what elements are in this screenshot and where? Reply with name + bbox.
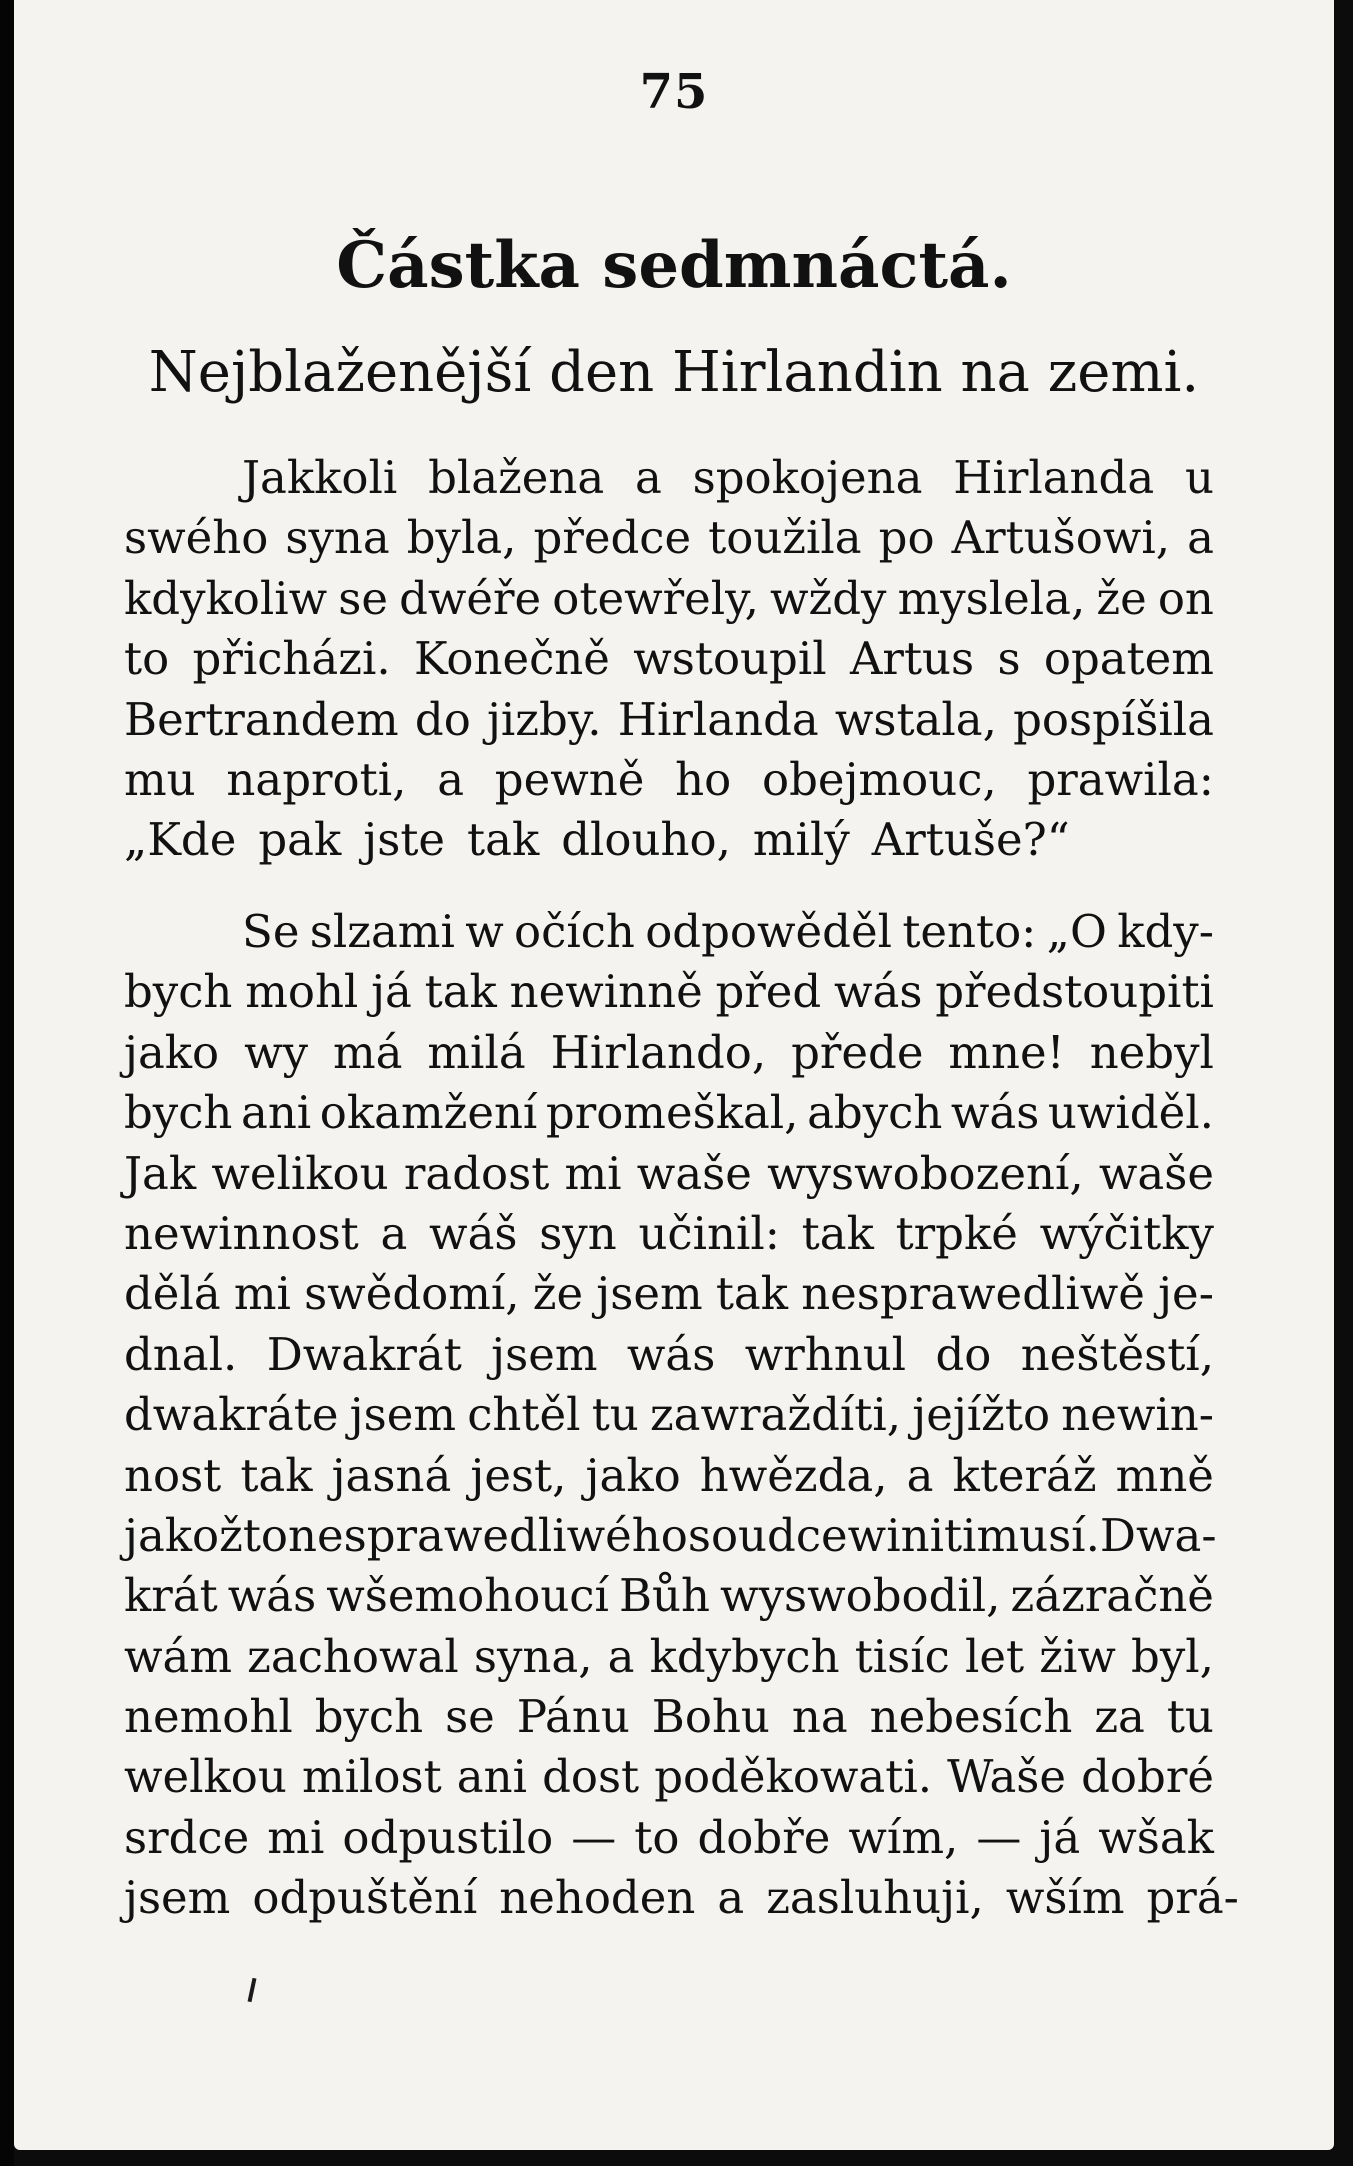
word: jsem	[491, 1327, 598, 1381]
word: soudce	[687, 1508, 848, 1562]
word: se	[445, 1690, 495, 1744]
word: blažena	[428, 451, 605, 504]
word: dwéře	[399, 571, 542, 625]
word: trpké	[895, 1206, 1018, 1260]
word: tak	[424, 965, 497, 1019]
word: odpuštění	[252, 1871, 478, 1925]
word: Se	[242, 905, 300, 958]
word: tak	[467, 813, 540, 867]
text-line	[124, 690, 1214, 750]
binding-gutter	[0, 0, 14, 2166]
word: do	[414, 692, 471, 746]
word: nebyl	[1089, 1025, 1214, 1079]
word: to	[634, 1810, 680, 1864]
word: po	[878, 511, 935, 565]
word: Bůh	[618, 1569, 710, 1623]
word: kteráž	[952, 1448, 1097, 1502]
text-line	[124, 629, 1214, 689]
word: učinil:	[638, 1206, 780, 1260]
word: já	[1039, 1810, 1081, 1864]
word: jsem	[349, 1388, 457, 1442]
word: tento:	[902, 905, 1037, 958]
word: milá	[427, 1025, 526, 1079]
word: kdybych	[649, 1629, 840, 1683]
word: já	[371, 965, 412, 1019]
word: před	[715, 965, 822, 1019]
word: swědomí,	[304, 1267, 520, 1321]
word: musí.	[976, 1508, 1100, 1562]
word: Artušowi,	[951, 511, 1171, 565]
word: tisíc	[854, 1629, 950, 1683]
word: mi	[233, 1267, 291, 1321]
text-line	[124, 1868, 1239, 1928]
word: wy	[244, 1025, 309, 1079]
word: a	[717, 1871, 745, 1925]
word: okamžení	[319, 1086, 538, 1140]
word: předstoupiti	[935, 965, 1214, 1019]
word: předce	[533, 511, 692, 565]
word: Pánu	[516, 1690, 630, 1744]
word: obejmouc,	[761, 752, 997, 806]
word: za	[1094, 1690, 1145, 1744]
word: wás	[950, 1086, 1040, 1140]
word: newinně	[509, 965, 703, 1019]
word: zawraždíti,	[649, 1388, 902, 1442]
chapter-subtitle: Nejblaženější den Hirlandin na zemi.	[148, 340, 1200, 405]
word: wšak	[1098, 1810, 1214, 1864]
word: uwiděl.	[1047, 1086, 1214, 1140]
word: má	[332, 1025, 403, 1079]
word: waše	[636, 1146, 752, 1200]
word: mne!	[948, 1025, 1065, 1079]
word: hwězda,	[699, 1448, 888, 1502]
word: radost	[403, 1146, 550, 1200]
word: w	[465, 905, 504, 958]
word: pak	[258, 813, 342, 867]
word: bych	[314, 1690, 424, 1744]
word: dělá	[124, 1267, 221, 1321]
word: zachowal	[247, 1629, 459, 1683]
word: milý	[752, 813, 850, 867]
text-line	[124, 1808, 1214, 1868]
word: slzami	[309, 905, 455, 958]
word: Dwakrát	[266, 1327, 462, 1381]
word: do	[935, 1327, 992, 1381]
word: to	[124, 632, 170, 686]
word: syn	[539, 1206, 617, 1260]
word: wyswobodil,	[720, 1569, 1001, 1623]
text-line	[124, 1264, 1214, 1324]
word: a	[437, 752, 465, 806]
word: se	[338, 571, 388, 625]
word: dobře	[697, 1810, 831, 1864]
word: abych	[807, 1086, 943, 1140]
word: jizby.	[486, 692, 602, 746]
word: newinnost	[124, 1206, 359, 1260]
text-line	[124, 1023, 1214, 1083]
word: přicházi.	[192, 632, 391, 686]
text-line	[124, 1506, 1217, 1566]
word: krát	[124, 1569, 218, 1623]
word: prawila:	[1027, 752, 1214, 806]
word: Jakkoli	[242, 451, 398, 504]
word: nemohl	[124, 1690, 293, 1744]
word: jste	[363, 813, 446, 867]
word: je-	[1158, 1267, 1214, 1321]
word: on	[1157, 571, 1214, 625]
word: nehoden	[499, 1871, 696, 1925]
word: u	[1184, 451, 1214, 504]
word: byla,	[406, 511, 517, 565]
text-line	[124, 508, 1214, 568]
word: jejížto	[912, 1388, 1051, 1442]
word: tu	[591, 1388, 639, 1442]
word: Bohu	[651, 1690, 770, 1744]
word: kdykoliw	[124, 571, 328, 625]
word: dost	[542, 1750, 640, 1804]
word: milost	[301, 1750, 442, 1804]
word: jest,	[470, 1448, 567, 1502]
word: ani	[456, 1750, 527, 1804]
word: „O	[1046, 905, 1107, 958]
text-line	[124, 448, 1214, 508]
word: tu	[1166, 1690, 1214, 1744]
word: dwakráte	[124, 1388, 339, 1442]
word: naproti,	[226, 752, 407, 806]
word: Artuše?“	[871, 813, 1070, 867]
word: wás	[227, 1569, 317, 1623]
word: wám	[124, 1629, 233, 1683]
word: Hirlanda	[953, 451, 1155, 504]
word: —	[976, 1810, 1022, 1864]
word: ani	[240, 1086, 312, 1140]
word: kdy-	[1117, 905, 1214, 958]
word: let	[965, 1629, 1025, 1683]
word: wstoupil	[633, 632, 827, 686]
word: mohl	[245, 965, 359, 1019]
word: srdce	[124, 1810, 250, 1864]
word: jsem	[596, 1267, 703, 1321]
word: mi	[564, 1146, 622, 1200]
word: tak	[240, 1448, 313, 1502]
book-page	[14, 0, 1334, 2150]
word: neštěstí,	[1020, 1327, 1214, 1381]
word: wím,	[848, 1810, 959, 1864]
word: myslela,	[897, 571, 1086, 625]
word: nesprawedliwě	[801, 1267, 1145, 1321]
word: Hirlando,	[550, 1025, 767, 1079]
word: welikou	[211, 1146, 389, 1200]
word: otewřely,	[552, 571, 759, 625]
word: swého	[124, 511, 269, 565]
paragraph-1	[124, 448, 1214, 871]
word: promeškal,	[545, 1086, 799, 1140]
text-line	[124, 1747, 1214, 1807]
word: že	[532, 1267, 584, 1321]
word: dnal.	[124, 1327, 238, 1381]
word: wšemohoucí	[326, 1569, 609, 1623]
word: poděkowati.	[654, 1750, 933, 1804]
text-line	[124, 962, 1214, 1022]
text-line	[124, 1325, 1214, 1385]
word: wyswobození,	[767, 1146, 1084, 1200]
word: toužila	[708, 511, 862, 565]
word: tak	[715, 1267, 789, 1321]
word: pewně	[494, 752, 645, 806]
word: ho	[675, 752, 732, 806]
word: waše	[1098, 1146, 1214, 1200]
word: že	[1096, 571, 1147, 625]
word: welkou	[124, 1750, 287, 1804]
word: mi	[267, 1810, 325, 1864]
word: Bertrandem	[124, 692, 399, 746]
word: winiti	[847, 1508, 977, 1562]
word: spokojena	[692, 451, 923, 504]
word: jako	[585, 1448, 681, 1502]
word: wás	[626, 1327, 716, 1381]
word: zázračně	[1010, 1569, 1214, 1623]
word: wším	[1005, 1871, 1125, 1925]
text-line	[124, 1204, 1214, 1264]
word: Jak	[124, 1146, 197, 1200]
word: a	[1187, 511, 1214, 565]
word: jako	[124, 1025, 220, 1079]
word: nesprawedliwého	[288, 1508, 688, 1562]
word: dobré	[1081, 1750, 1214, 1804]
word: jakožto	[124, 1508, 289, 1562]
word: nebesích	[869, 1690, 1073, 1744]
word: wrhnul	[744, 1327, 907, 1381]
word: wáš	[429, 1206, 518, 1260]
text-line	[124, 1083, 1214, 1143]
text-line	[124, 569, 1214, 629]
text-line	[124, 902, 1214, 962]
word: mu	[124, 752, 196, 806]
page-number: 75	[639, 64, 709, 120]
word: prá-	[1146, 1871, 1239, 1925]
word: syna	[285, 511, 390, 565]
word: chtěl	[467, 1388, 581, 1442]
word: přede	[791, 1025, 924, 1079]
word: a	[906, 1448, 934, 1502]
word: „Kde	[124, 813, 237, 867]
word: odpustilo	[342, 1810, 554, 1864]
word: tak	[801, 1206, 874, 1260]
word: Konečně	[413, 632, 610, 686]
word: bych	[124, 1086, 233, 1140]
word: newin-	[1061, 1388, 1214, 1442]
word: a	[380, 1206, 408, 1260]
word: Waše	[947, 1750, 1067, 1804]
word: Dwa-	[1099, 1508, 1217, 1562]
word: odpowěděl	[645, 905, 892, 958]
word: nost	[124, 1448, 222, 1502]
word: wždy	[770, 571, 887, 625]
word: jsem	[124, 1871, 231, 1925]
paragraph-2	[124, 902, 1239, 1929]
text-line	[124, 1566, 1214, 1626]
text-line	[124, 1627, 1214, 1687]
word: —	[571, 1810, 617, 1864]
word: žiw	[1039, 1629, 1116, 1683]
word: jasná	[331, 1448, 452, 1502]
ink-speck	[248, 1978, 257, 2002]
word: Artus	[849, 632, 975, 686]
text-line	[124, 1144, 1214, 1204]
word: opatem	[1043, 632, 1214, 686]
word: Hirlanda	[617, 692, 819, 746]
text-line	[124, 1446, 1214, 1506]
word: wstala,	[834, 692, 997, 746]
word: mně	[1115, 1448, 1214, 1502]
text-line	[124, 750, 1214, 810]
word: a	[607, 1629, 635, 1683]
word: pospíšila	[1013, 692, 1214, 746]
chapter-title: Částka sedmnáctá.	[336, 228, 1012, 303]
word: dlouho,	[561, 813, 731, 867]
text-line	[124, 1687, 1214, 1747]
word: a	[635, 451, 662, 504]
word: bych	[124, 965, 233, 1019]
word: zasluhuji,	[766, 1871, 984, 1925]
word: wás	[834, 965, 923, 1019]
text-line	[124, 810, 1214, 870]
word: na	[791, 1690, 848, 1744]
word: s	[997, 632, 1021, 686]
word: byl,	[1131, 1629, 1214, 1683]
word: syna,	[473, 1629, 593, 1683]
word: wýčitky	[1039, 1206, 1214, 1260]
text-line	[124, 1385, 1214, 1445]
word: očích	[514, 905, 635, 958]
